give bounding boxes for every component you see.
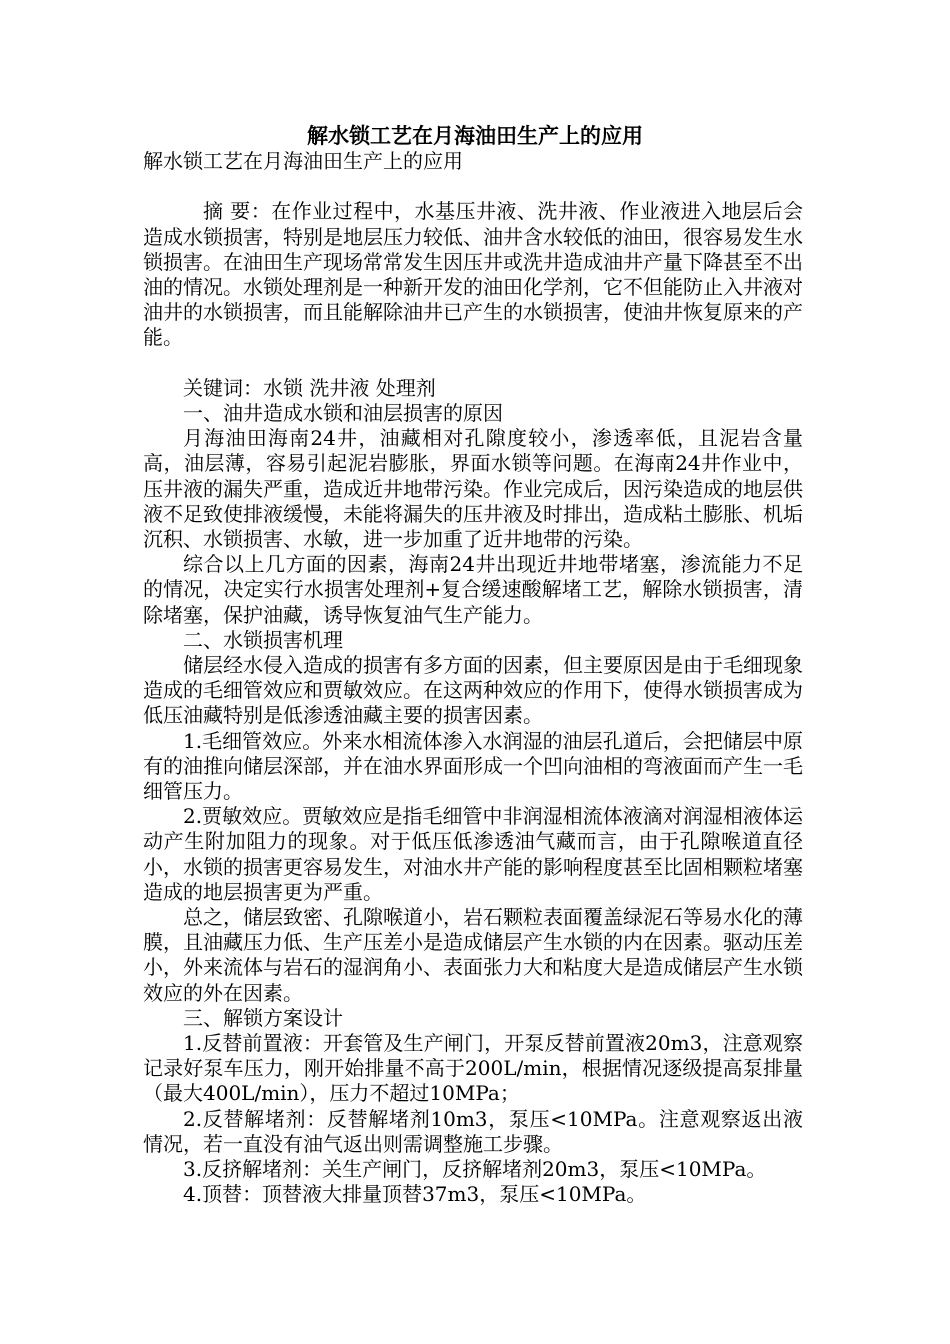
paragraph: 综合以上几方面的因素，海南24井出现近井地带堵塞，渗流能力不足的情况，决定实行水损害处理剂+复合缓速酸解堵工艺，解除水锁损害，清除堵塞，保护油藏，诱导恢复油气生产能力。: [143, 552, 803, 627]
document-subtitle: 解水锁工艺在月海油田生产上的应用: [143, 149, 463, 173]
paragraph: 1.反替前置液：开套管及生产闸门，开泵反替前置液20m3，注意观察记录好泵车压力，刚开始排量不高于200L/min，根据情况逐级提高泵排量（最大400L/min），压力不超过10MPa；: [143, 1031, 803, 1106]
section-heading-1: 一、油井造成水锁和油层损害的原因: [183, 401, 503, 425]
document-title: 解水锁工艺在月海油田生产上的应用: [307, 124, 643, 148]
section-heading-3: 三、解锁方案设计: [183, 1005, 343, 1030]
paragraph: 储层经水侵入造成的损害有多方面的因素，但主要原因是由于毛细现象造成的毛细管效应和贾敏效应。在这两种效应的作用下，使得水锁损害成为低压油藏特别是低渗透油藏主要的损害因素。: [143, 653, 803, 728]
paragraph: 总之，储层致密、孔隙喉道小，岩石颗粒表面覆盖绿泥石等易水化的薄膜，且油藏压力低、生产压差小是造成储层产生水锁的内在因素。驱动压差小，外来流体与岩石的湿润角小、表面张力大和粘度大是造成储层产生水锁效应的外在因素。: [143, 905, 803, 1005]
blank-line: [143, 351, 803, 376]
paragraph: 1.毛细管效应。外来水相流体渗入水润湿的油层孔道后，会把储层中原有的油推向储层深部，并在油水界面形成一个凹向油相的弯液面而产生一毛细管压力。: [143, 728, 803, 804]
paragraph: 2.反替解堵剂：反替解堵剂10m3，泵压<10MPa。注意观察返出液情况，若一直没有油气返出则需调整施工步骤。: [143, 1106, 803, 1156]
paragraph: 3.反挤解堵剂：关生产闸门，反挤解堵剂20m3，泵压<10MPa。: [183, 1157, 767, 1182]
blank-line: [143, 174, 803, 199]
section-heading-2: 二、水锁损害机理: [183, 627, 343, 652]
keywords-line: 关键词：水锁 洗井液 处理剂: [183, 375, 436, 400]
abstract-paragraph: 摘 要：在作业过程中，水基压井液、洗井液、作业液进入地层后会造成水锁损害，特别是地层压力较低、油井含水较低的油田，很容易发生水锁损害。在油田生产现场常常发生因压井或洗井造成油井产量下降甚至不出油的情况。水锁处理剂是一种新开发的油田化学剂，它不但能防止入井液对油井的水锁损害，而且能解除油井已产生的水锁损害，使油井恢复原来的产能。: [143, 199, 803, 350]
paragraph: 4.顶替：顶替液大排量顶替37m3，泵压<10MPa。: [183, 1182, 647, 1207]
paragraph: 2.贾敏效应。贾敏效应是指毛细管中非润湿相流体液滴对润湿相液体运动产生附加阻力的现象。对于低压低渗透油气藏而言，由于孔隙喉道直径小，水锁的损害更容易发生，对油水井产能的影响程度甚至比固相颗粒堵塞造成的地层损害更为严重。: [143, 804, 803, 904]
paragraph: 月海油田海南24井，油藏相对孔隙度较小，渗透率低，且泥岩含量高，油层薄，容易引起泥岩膨胀，界面水锁等问题。在海南24井作业中，压井液的漏失严重，造成近井地带污染。作业完成后，因污染造成的地层供液不足致使排液缓慢，未能将漏失的压井液及时排出，造成粘土膨胀、机垢沉积、水锁损害、水敏，进一步加重了近井地带的污染。: [143, 426, 803, 552]
document-body: [143, 149, 803, 1208]
